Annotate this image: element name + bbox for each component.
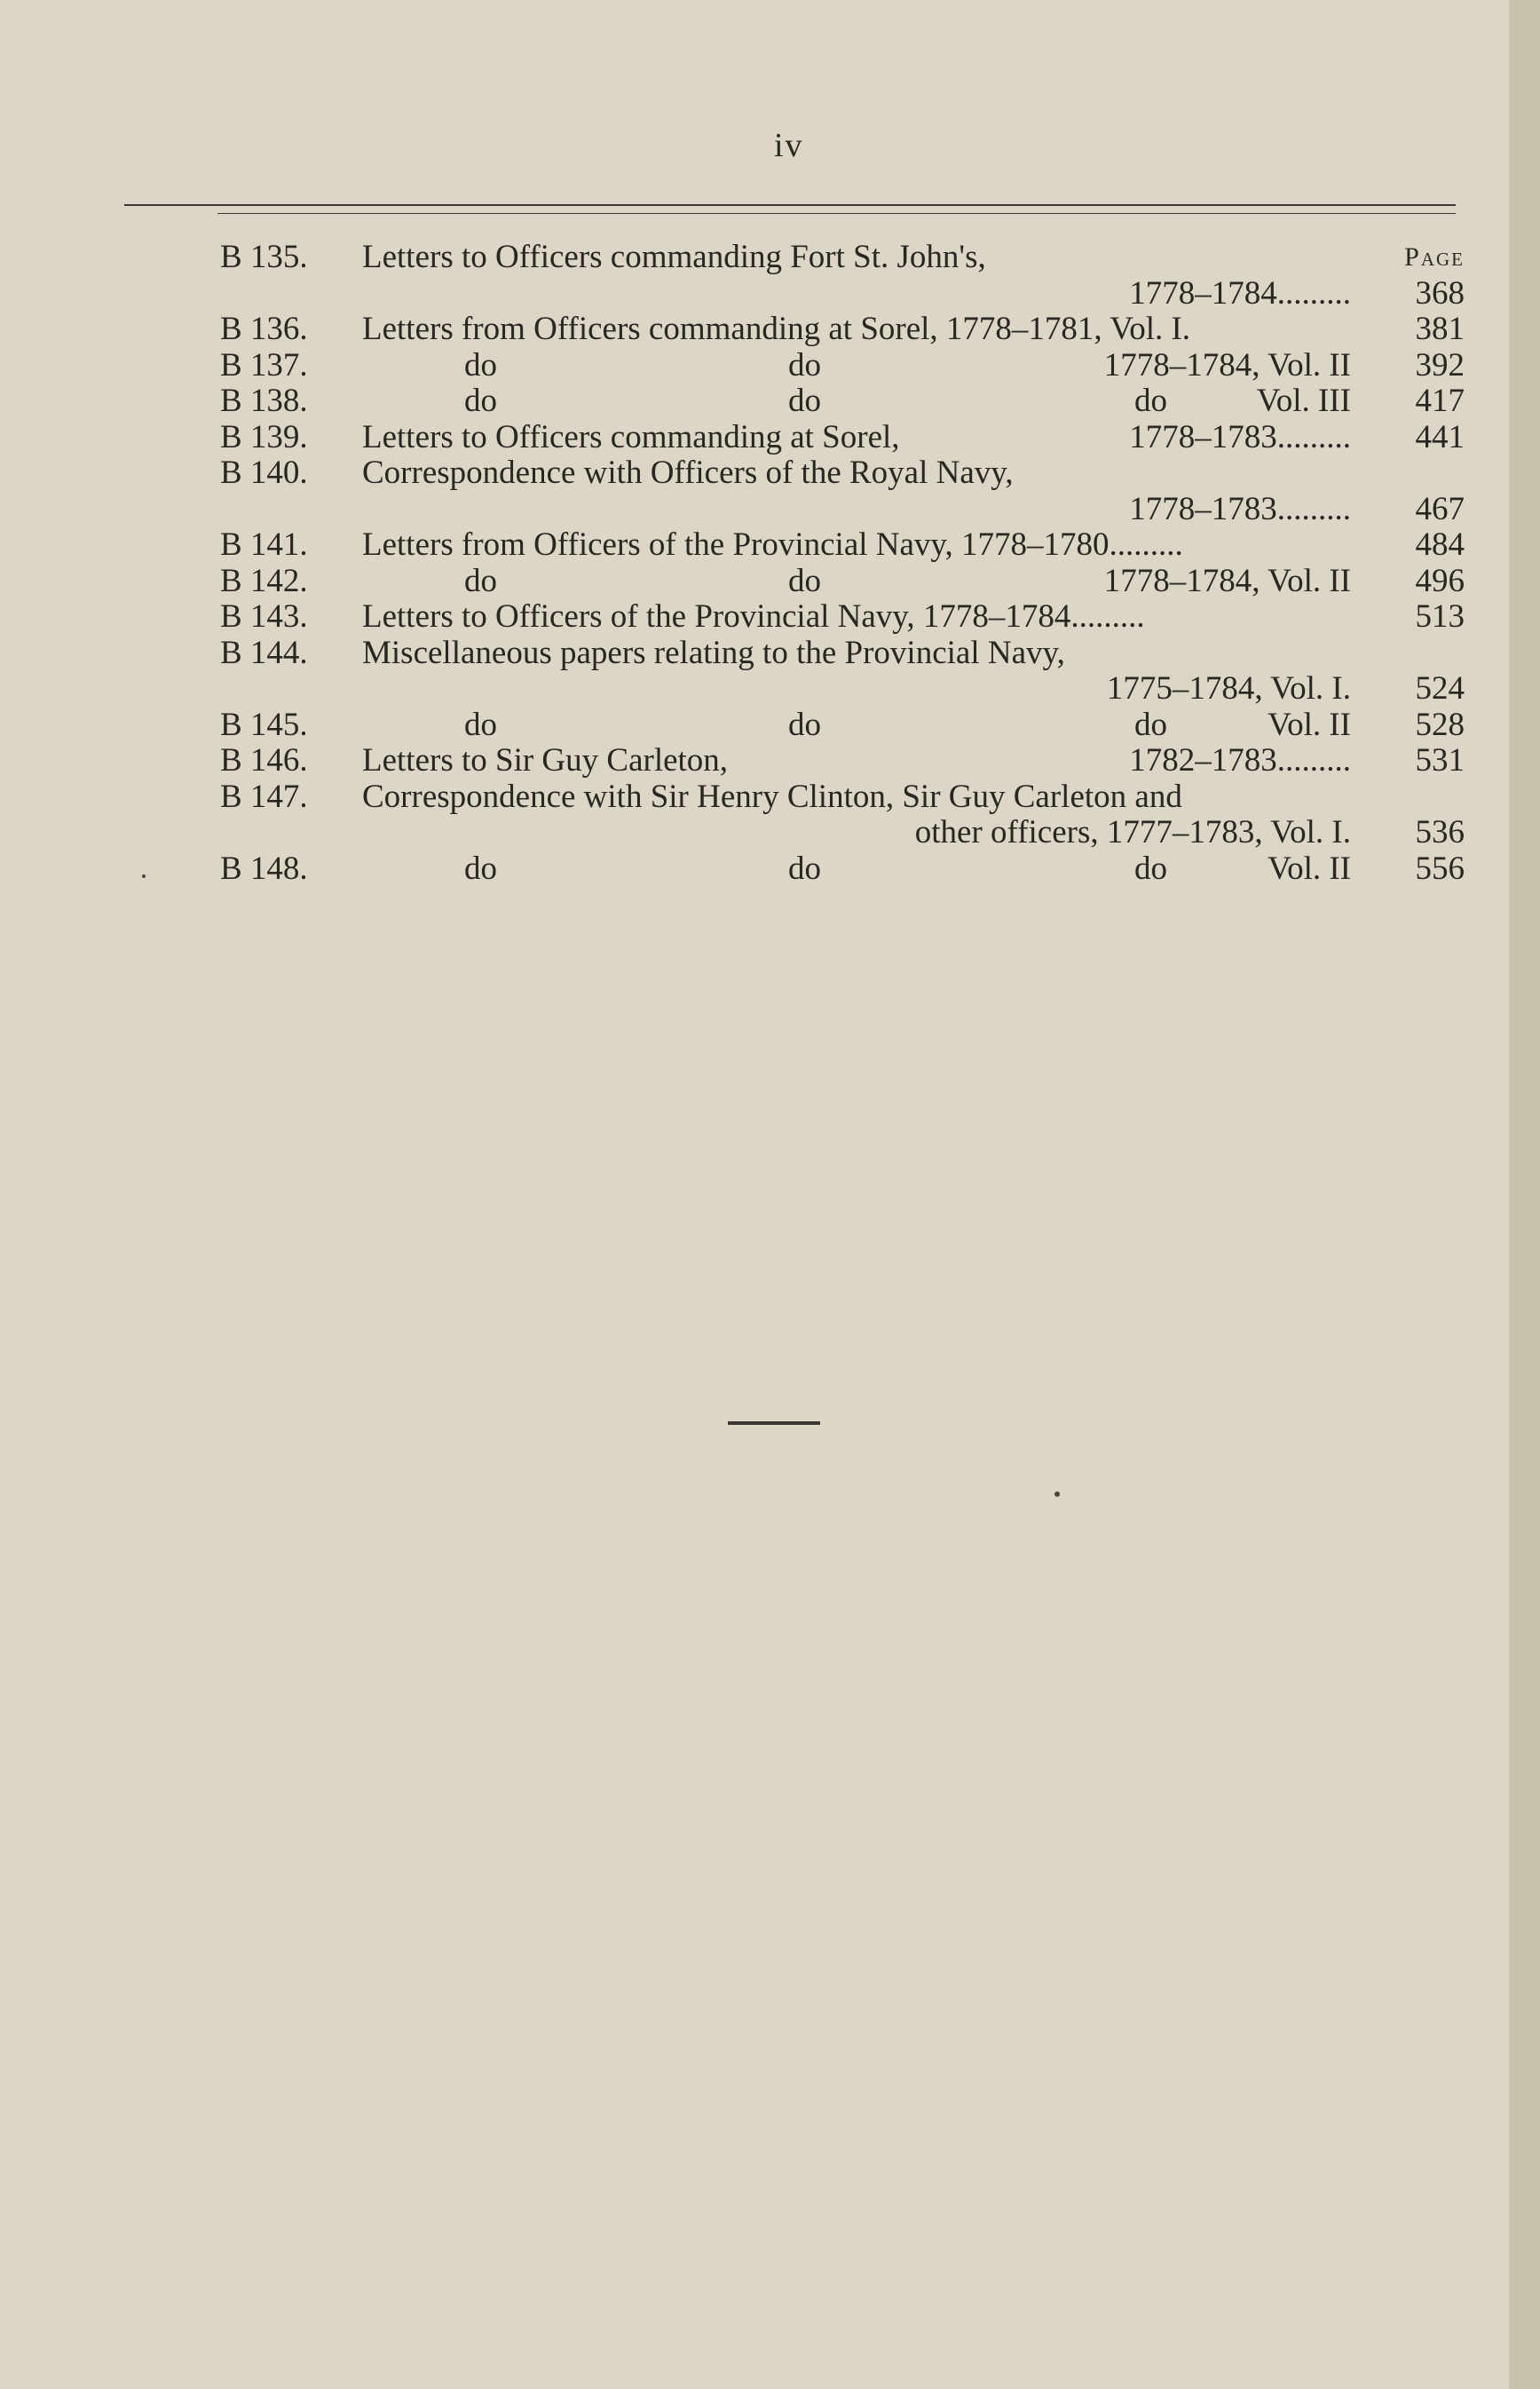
entry-title: Letters from Officers of the Provincial Navy, 1778–1780......... — [362, 526, 1183, 563]
entry-code: B 142. — [220, 562, 308, 599]
toc-entry — [0, 599, 1509, 636]
entry-title: Miscellaneous papers relating to the Provincial Navy, — [362, 634, 1065, 671]
entry-title: Letters from Officers commanding at Sorel, 1778–1781, Vol. I. — [362, 311, 1191, 347]
entry-page: 531 — [1415, 742, 1465, 779]
toc-entry — [0, 779, 1509, 816]
entry-code: B 144. — [220, 634, 308, 671]
ditto-mark: do — [788, 383, 821, 419]
entry-page: 381 — [1415, 311, 1465, 347]
header-rule-thin — [217, 213, 1456, 214]
toc-entry-continuation — [0, 276, 1509, 312]
toc-entry — [0, 743, 1509, 779]
entry-title: Correspondence with Sir Henry Clinton, Sir Guy Carleton and — [362, 778, 1182, 815]
ditto-mark: do — [464, 562, 497, 599]
entry-page: 513 — [1415, 598, 1465, 635]
toc-entry — [0, 384, 1509, 420]
toc-entry — [0, 455, 1509, 492]
entry-title: Letters to Sir Guy Carleton, — [362, 742, 729, 779]
entry-dates: other officers, 1777–1783, Vol. I. — [914, 814, 1351, 850]
entry-page: 441 — [1415, 418, 1465, 455]
entry-code: B 145. — [220, 706, 308, 743]
ditto-mark: do — [788, 346, 821, 384]
entry-code: B 140. — [220, 455, 308, 491]
ditto-mark: do — [464, 850, 497, 887]
entry-dates: 1778–1784......... — [1129, 274, 1351, 312]
ditto-mark: do — [464, 346, 497, 384]
ditto-mark: do — [788, 850, 821, 887]
toc-entry — [0, 240, 1509, 276]
toc-entry-continuation — [0, 815, 1509, 851]
entry-page: 524 — [1415, 670, 1465, 707]
entry-page: 368 — [1415, 274, 1465, 312]
ditto-mark: do — [1134, 706, 1167, 743]
ditto-mark: do — [1134, 850, 1167, 887]
header-rule — [124, 204, 1456, 206]
toc-entry — [0, 312, 1509, 348]
entry-title: Correspondence with Officers of the Royal Navy, — [362, 455, 1014, 491]
ditto-mark: do — [788, 562, 821, 599]
entry-code: B 138. — [220, 383, 308, 419]
entry-page: 392 — [1415, 346, 1465, 384]
entry-code: B 146. — [220, 742, 308, 779]
toc-entry — [0, 708, 1509, 744]
toc-entry — [0, 348, 1509, 384]
entry-page: 528 — [1415, 706, 1465, 743]
toc-entry — [0, 564, 1509, 600]
toc-entry — [0, 420, 1509, 456]
entry-dates: 1778–1783......... — [1129, 490, 1351, 527]
page-column-heading: Page — [1404, 242, 1465, 272]
toc-entry-continuation — [0, 671, 1509, 708]
ditto-mark: do — [788, 706, 821, 743]
entry-code: B 137. — [220, 346, 308, 384]
toc-entry — [0, 851, 1509, 888]
entry-dates: 1775–1784, Vol. I. — [1106, 670, 1351, 707]
entry-dates: Vol. II — [1268, 706, 1351, 743]
entry-page: 467 — [1415, 490, 1465, 527]
ink-speck — [1054, 1491, 1060, 1497]
entry-code: B 147. — [220, 778, 308, 815]
entry-page: 556 — [1415, 850, 1465, 887]
entry-code: B 148. — [220, 850, 308, 887]
entry-dates: 1782–1783......... — [1129, 742, 1351, 779]
entry-code: B 143. — [220, 598, 308, 635]
ditto-mark: do — [464, 383, 497, 419]
entry-title: Letters to Officers commanding Fort St. John's, — [362, 239, 986, 275]
entry-dates: Vol. III — [1256, 383, 1351, 419]
ink-speck — [142, 874, 146, 878]
toc-entry — [0, 636, 1509, 672]
entry-page: 484 — [1415, 526, 1465, 563]
entry-code: B 135. — [220, 239, 308, 275]
entry-dates: 1778–1784, Vol. II — [1103, 346, 1351, 384]
entry-dates: Vol. II — [1268, 850, 1351, 887]
entry-code: B 136. — [220, 311, 308, 347]
entry-title: Letters to Officers commanding at Sorel, — [362, 418, 900, 455]
entry-page: 496 — [1415, 562, 1465, 599]
entry-dates: 1778–1784, Vol. II — [1103, 562, 1351, 599]
entry-dates: 1778–1783......... — [1129, 418, 1351, 455]
table-of-contents — [0, 240, 1509, 887]
toc-entry-continuation — [0, 492, 1509, 528]
ditto-mark: do — [464, 706, 497, 743]
page-number: iv — [774, 127, 804, 164]
entry-code: B 139. — [220, 418, 308, 455]
ditto-mark: do — [1134, 383, 1167, 419]
page-edge — [1509, 0, 1540, 2389]
closing-rule — [728, 1421, 820, 1425]
entry-code: B 141. — [220, 526, 308, 563]
entry-page: 536 — [1415, 814, 1465, 850]
toc-entry — [0, 527, 1509, 564]
entry-title: Letters to Officers of the Provincial Navy, 1778–1784......... — [362, 598, 1145, 635]
entry-page: 417 — [1415, 383, 1465, 419]
